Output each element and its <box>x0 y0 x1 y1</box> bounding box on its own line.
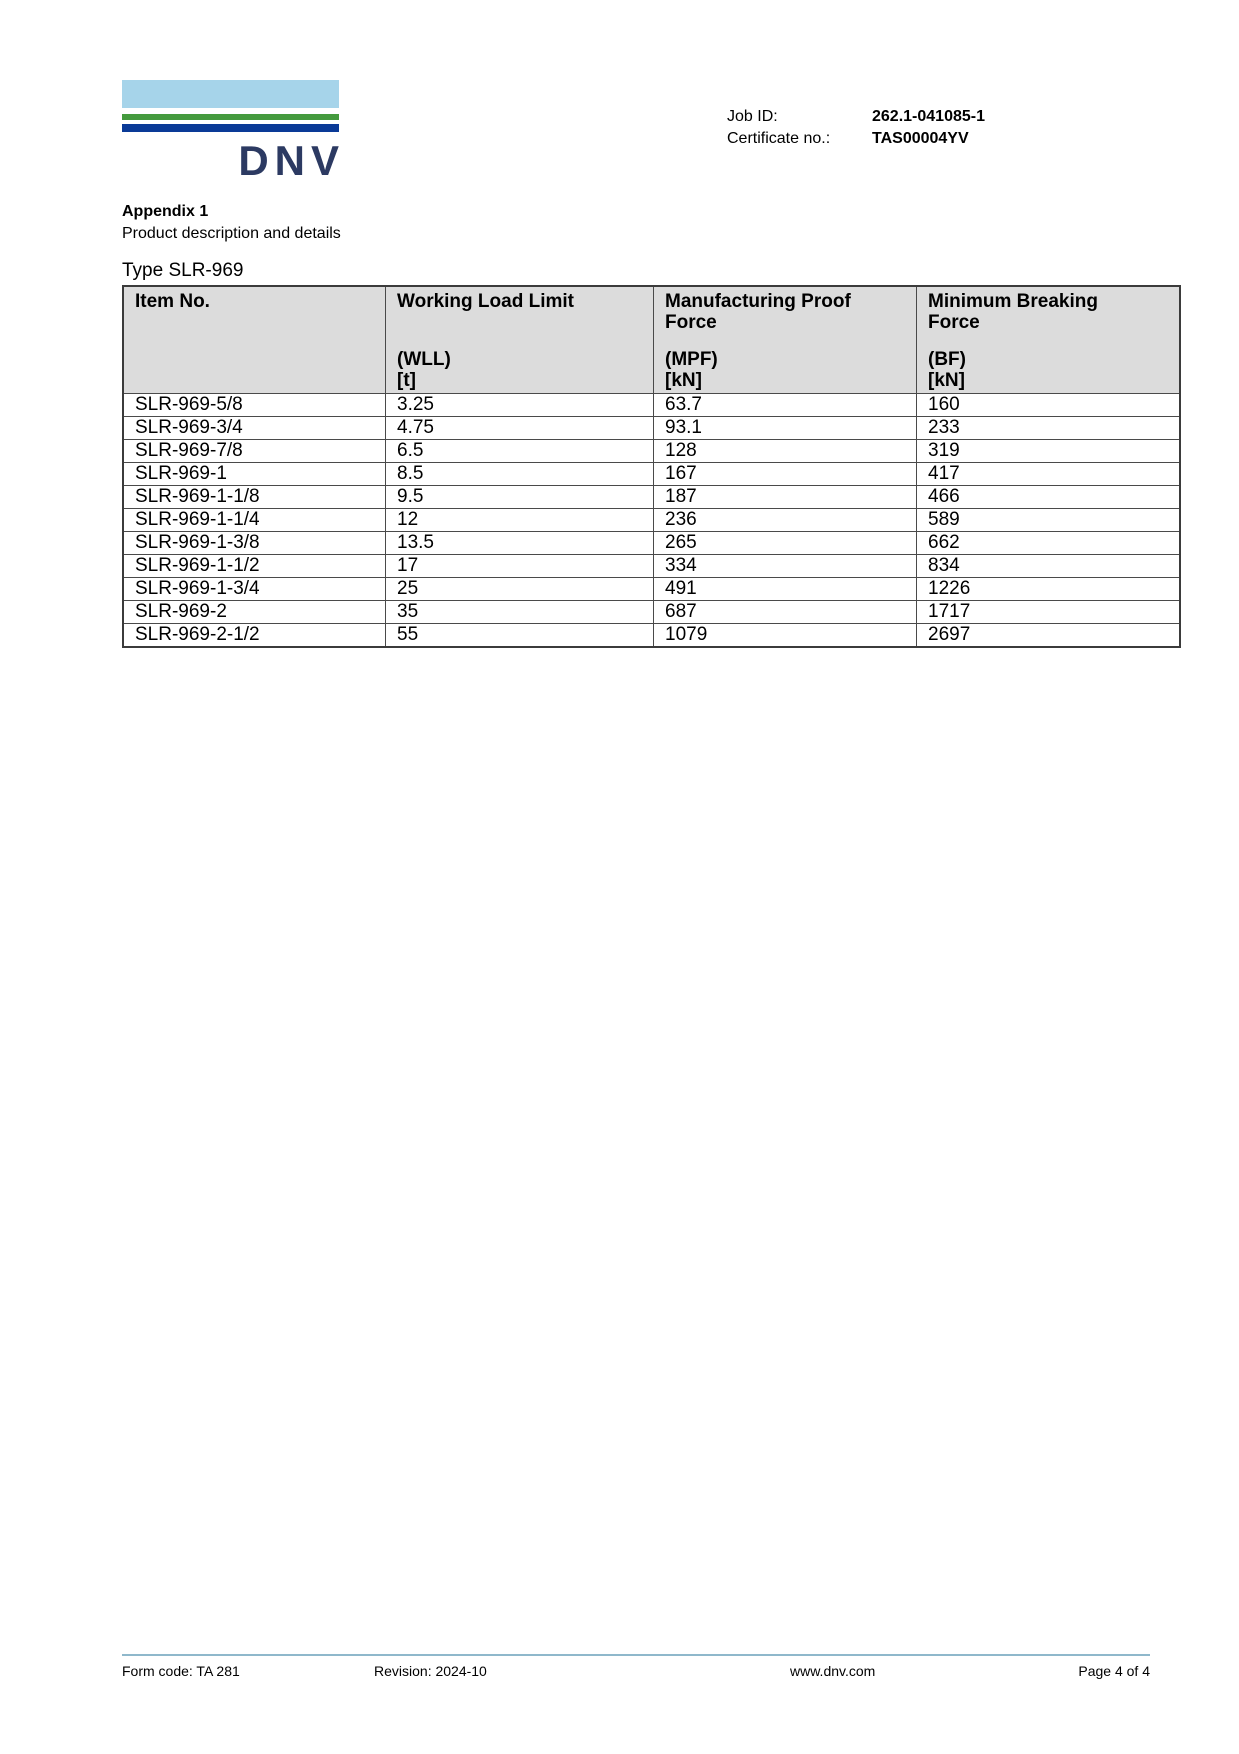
table-row <box>123 601 1180 624</box>
certificate-no-value: TAS00004YV <box>872 130 969 147</box>
cell: SLR-969-5/8 <box>123 394 386 417</box>
cell: 687 <box>654 601 917 624</box>
cell: SLR-969-2-1/2 <box>123 624 386 648</box>
table-row <box>123 555 1180 578</box>
footer-rule <box>122 1654 1150 1656</box>
job-id-label: Job ID: <box>727 108 778 125</box>
column-header-3: Manufacturing Proof Force (MPF) [kN] <box>654 286 917 394</box>
cell: 319 <box>917 440 1181 463</box>
cell: 236 <box>654 509 917 532</box>
footer-form-code: Form code: TA 281 <box>122 1663 240 1679</box>
cell: 4.75 <box>386 417 654 440</box>
cell: 187 <box>654 486 917 509</box>
dnv-logo <box>122 80 345 184</box>
table-row <box>123 440 1180 463</box>
type-label: Type SLR-969 <box>122 260 244 281</box>
logo-blue-bar <box>122 124 339 132</box>
footer-website: www.dnv.com <box>790 1663 876 1679</box>
cell: 233 <box>917 417 1181 440</box>
cell: 9.5 <box>386 486 654 509</box>
cell: 1226 <box>917 578 1181 601</box>
cell: 93.1 <box>654 417 917 440</box>
section-titles <box>122 201 341 245</box>
cell: 13.5 <box>386 532 654 555</box>
cell: 63.7 <box>654 394 917 417</box>
cell: 6.5 <box>386 440 654 463</box>
appendix-title: Appendix 1 <box>122 203 209 220</box>
table-header-row <box>123 286 1180 394</box>
product-spec-table <box>122 285 1181 648</box>
cell: 128 <box>654 440 917 463</box>
cell: 160 <box>917 394 1181 417</box>
cell: 8.5 <box>386 463 654 486</box>
column-header-2: Working Load Limit (WLL) [t] <box>386 286 654 394</box>
cell: 417 <box>917 463 1181 486</box>
table-row <box>123 578 1180 601</box>
cell: 12 <box>386 509 654 532</box>
cell: 2697 <box>917 624 1181 648</box>
cell: 1079 <box>654 624 917 648</box>
cell: SLR-969-7/8 <box>123 440 386 463</box>
footer-page-number: Page 4 of 4 <box>1078 1663 1150 1679</box>
cell: SLR-969-1-3/8 <box>123 532 386 555</box>
certificate-no-label: Certificate no.: <box>727 130 831 147</box>
table-row <box>123 624 1180 648</box>
cell: 1717 <box>917 601 1181 624</box>
cell: SLR-969-3/4 <box>123 417 386 440</box>
logo-wordmark: DNV <box>238 137 345 184</box>
cell: 167 <box>654 463 917 486</box>
cell: 25 <box>386 578 654 601</box>
cell: SLR-969-1-1/2 <box>123 555 386 578</box>
logo-green-bar <box>122 114 339 120</box>
cell: SLR-969-1-1/4 <box>123 509 386 532</box>
cell: 491 <box>654 578 917 601</box>
cell: 334 <box>654 555 917 578</box>
table-row <box>123 532 1180 555</box>
certificate-id-block <box>727 106 985 150</box>
cell: SLR-969-2 <box>123 601 386 624</box>
appendix-subtitle: Product description and details <box>122 225 341 242</box>
table-row <box>123 509 1180 532</box>
footer-revision: Revision: 2024-10 <box>374 1663 487 1679</box>
cell: 589 <box>917 509 1181 532</box>
table-row <box>123 417 1180 440</box>
cell: 265 <box>654 532 917 555</box>
cell: SLR-969-1 <box>123 463 386 486</box>
cell: 466 <box>917 486 1181 509</box>
cell: 3.25 <box>386 394 654 417</box>
table-row <box>123 486 1180 509</box>
column-header-4: Minimum Breaking Force (BF) [kN] <box>917 286 1181 394</box>
table-row <box>123 394 1180 417</box>
column-header-1: Item No. <box>123 286 386 394</box>
cell: SLR-969-1-3/4 <box>123 578 386 601</box>
cell: SLR-969-1-1/8 <box>123 486 386 509</box>
cell: 834 <box>917 555 1181 578</box>
cell: 662 <box>917 532 1181 555</box>
cell: 35 <box>386 601 654 624</box>
page-footer <box>122 1654 1150 1680</box>
cell: 17 <box>386 555 654 578</box>
logo-sky-bar <box>122 80 339 108</box>
job-id-value: 262.1-041085-1 <box>872 108 985 125</box>
table-body <box>123 394 1180 648</box>
table-row <box>123 463 1180 486</box>
cell: 55 <box>386 624 654 648</box>
